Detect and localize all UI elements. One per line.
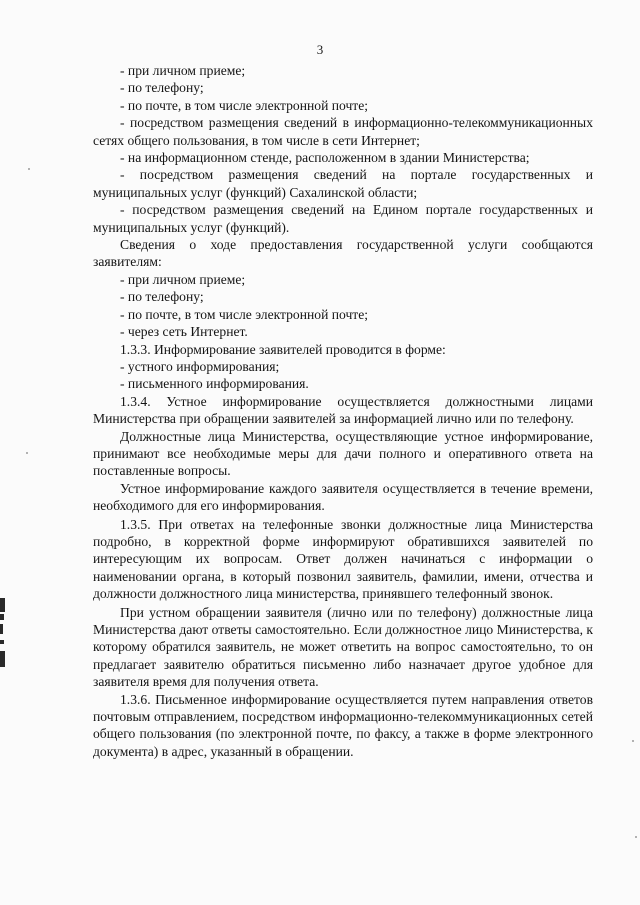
paragraph: - на информационном стенде, расположенном в здании Министерства; [120, 150, 530, 166]
scan-speck [635, 836, 637, 838]
paragraph: 1.3.6. Письменное информирование осуществляется путем направления ответов почтовым отправлением, посредством информационно-телекоммуникационных сетей общего пользования (по электронной почте, по факсу, а также в форме электронного документа) в адрес, указанный в обращении. [93, 691, 593, 759]
paragraph: - посредством размещения сведений на Едином портале государственных и муниципальных услуг (функций). [93, 202, 593, 235]
paragraph: - устного информирования; [120, 358, 280, 374]
paragraph: - по телефону; [120, 289, 204, 305]
paragraph: - по почте, в том числе электронной почте; [120, 306, 369, 322]
page-number: 3 [316, 42, 324, 57]
paragraph: - посредством размещения сведений в информационно-телекоммуникационных сетях общего пользования, в том числе в сети Интернет; [93, 115, 593, 148]
scan-binding-mark [0, 640, 4, 644]
document-body [93, 62, 593, 760]
paragraph: - письменного информирования. [120, 376, 309, 392]
paragraph: - при личном приеме; [120, 63, 246, 78]
paragraph: - через сеть Интернет. [120, 324, 248, 340]
paragraph: Должностные лица Министерства, осуществляющие устное информирование, принимают все необходимые меры для дачи полного и оперативного ответа на поставленные вопросы. [93, 428, 593, 479]
paragraph: 1.3.4. Устное информирование осуществляется должностными лицами Министерства при обращении заявителей за информацией лично или по телефону. [93, 393, 593, 427]
scan-speck [28, 168, 30, 170]
paragraph: - при личном приеме; [120, 271, 246, 287]
scan-binding-mark [0, 624, 3, 634]
paragraph: Устное информирование каждого заявителя осуществляется в течение времени, необходимого для его информирования. [93, 480, 593, 514]
paragraph: - посредством размещения сведений на портале государственных и муниципальных услуг (функций) Сахалинской области; [93, 167, 593, 200]
scan-binding-mark [0, 598, 5, 612]
paragraph: 1.3.3. Информирование заявителей проводится в форме: [120, 341, 446, 357]
paragraph: - по телефону; [120, 80, 204, 96]
paragraph: Сведения о ходе предоставления государственной услуги сообщаются заявителям: [93, 237, 593, 270]
paragraph: При устном обращении заявителя (лично или по телефону) должностные лица Министерства дают ответы самостоятельно. Если должностное лицо Министерства, к которому обратился заявитель, не может ответить на вопрос самостоятельно, то он предлагает заявителю обратиться письменно либо назначает другое удобное для заявителя время для получения ответа. [93, 604, 593, 690]
scan-speck [26, 452, 28, 454]
scan-binding-mark [0, 614, 4, 620]
scan-binding-mark [0, 651, 5, 667]
paragraph: 1.3.5. При ответах на телефонные звонки должностные лица Министерства подробно, в корректной форме информируют обратившихся заявителей по интересующим их вопросам. Ответ должен начинаться с информации о наименовании органа, в который позвонил заявитель, фамилии, имени, отчества и должности должностного лица министерства, принявшего телефонный звонок. [93, 516, 593, 602]
scan-speck [632, 740, 634, 742]
paragraph: - по почте, в том числе электронной почте; [120, 97, 369, 113]
